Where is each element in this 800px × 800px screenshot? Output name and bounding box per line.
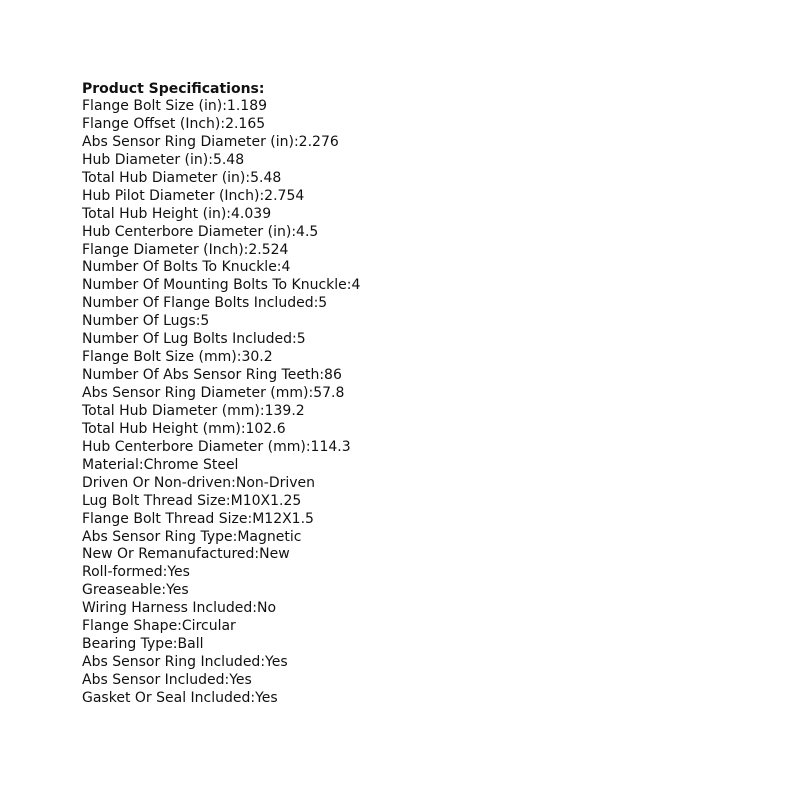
spec-line: Driven Or Non-driven:Non-Driven — [82, 474, 316, 491]
spec-line: Total Hub Diameter (in):5.48 — [82, 169, 282, 186]
spec-line: New Or Remanufactured:New — [82, 546, 290, 563]
spec-line: Number Of Bolts To Knuckle:4 — [82, 259, 291, 276]
spec-line: Abs Sensor Included:Yes — [82, 672, 252, 688]
spec-line: Flange Shape:Circular — [82, 618, 236, 635]
spec-line: Wiring Harness Included:No — [82, 600, 277, 617]
spec-line: Flange Offset (Inch):2.165 — [82, 115, 266, 132]
specs-heading: Product Specifications: — [82, 81, 265, 97]
spec-line: Flange Bolt Size (in):1.189 — [82, 98, 268, 114]
spec-line: Total Hub Diameter (mm):139.2 — [82, 402, 305, 419]
spec-list — [82, 98, 782, 708]
spec-line: Number Of Abs Sensor Ring Teeth:86 — [82, 367, 342, 384]
spec-line: Number Of Flange Bolts Included:5 — [82, 295, 328, 312]
spec-line: Greaseable:Yes — [82, 582, 189, 599]
spec-line: Flange Bolt Thread Size:M12X1.5 — [82, 510, 314, 527]
spec-line: Total Hub Height (mm):102.6 — [82, 420, 286, 437]
spec-line: Roll-formed:Yes — [82, 564, 190, 581]
spec-line: Number Of Lugs:5 — [82, 313, 210, 330]
spec-line: Material:Chrome Steel — [82, 456, 239, 473]
spec-line: Abs Sensor Ring Diameter (in):2.276 — [82, 133, 339, 150]
spec-line: Hub Centerbore Diameter (in):4.5 — [82, 223, 319, 240]
product-specifications — [82, 80, 782, 708]
spec-line: Lug Bolt Thread Size:M10X1.25 — [82, 492, 302, 509]
spec-line: Gasket Or Seal Included:Yes — [82, 689, 278, 706]
spec-line: Flange Bolt Size (mm):30.2 — [82, 349, 273, 366]
spec-line: Number Of Lug Bolts Included:5 — [82, 331, 306, 348]
spec-line: Number Of Mounting Bolts To Knuckle:4 — [82, 277, 361, 294]
spec-line: Total Hub Height (in):4.039 — [82, 205, 272, 222]
spec-line: Bearing Type:Ball — [82, 636, 204, 653]
spec-line: Hub Diameter (in):5.48 — [82, 151, 245, 168]
spec-line: Flange Diameter (Inch):2.524 — [82, 241, 289, 258]
spec-line: Abs Sensor Ring Included:Yes — [82, 654, 288, 671]
spec-line: Hub Centerbore Diameter (mm):114.3 — [82, 438, 351, 455]
spec-line: Abs Sensor Ring Type:Magnetic — [82, 528, 302, 545]
spec-line: Hub Pilot Diameter (Inch):2.754 — [82, 187, 305, 204]
spec-line: Abs Sensor Ring Diameter (mm):57.8 — [82, 385, 345, 401]
